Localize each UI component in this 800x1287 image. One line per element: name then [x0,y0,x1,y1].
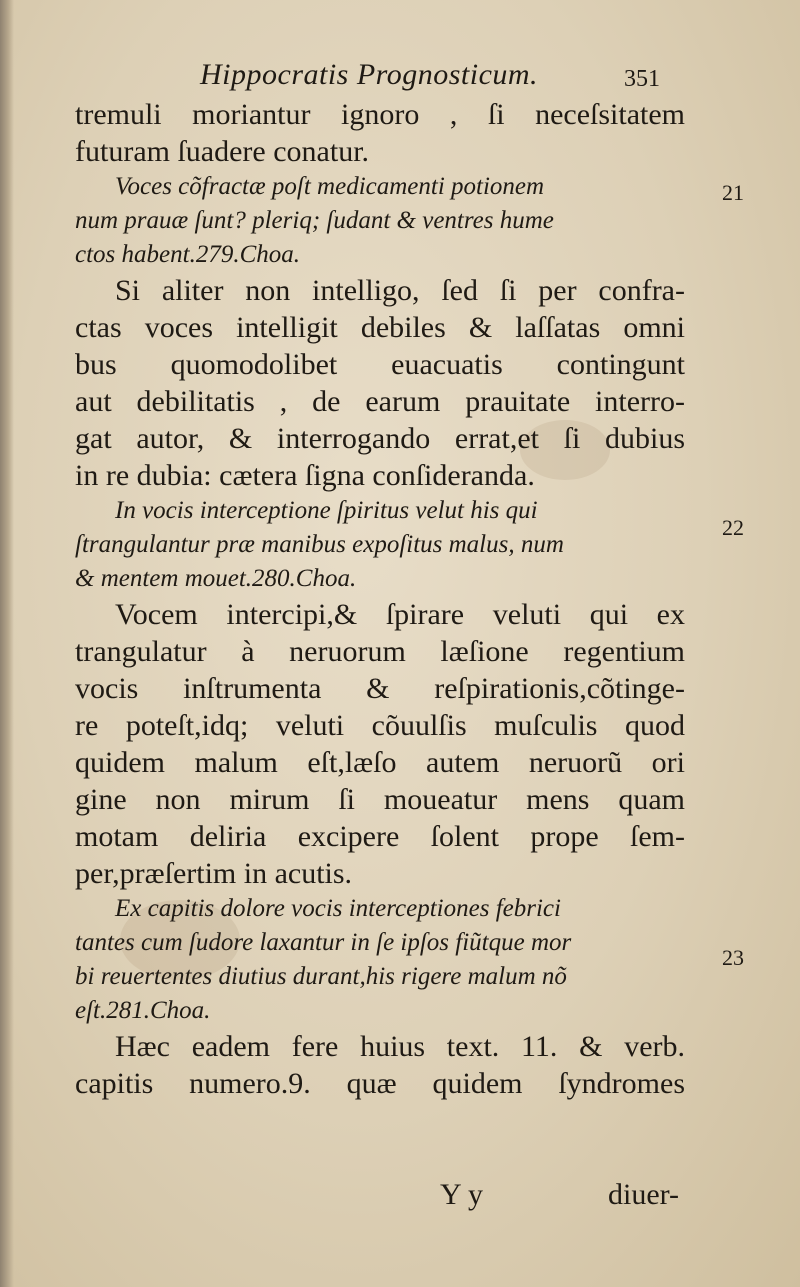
aphorism-line: tantes cum ſudore laxantur in ſe ipſos fiũtque mor [75,929,572,956]
running-title: Hippocratis Prognosticum. [200,58,539,91]
aphorism-line: bi reuertentes diutius durant,his rigere malum nõ [75,963,567,990]
aphorism-line: In vocis interceptione ſpiritus velut his qui [115,497,538,524]
signature-mark: Y y [440,1178,484,1211]
text-line: Vocem intercipi,& ſpirare veluti qui ex [115,598,685,631]
aphorism-line: eſt.281.Choa. [75,997,211,1024]
text-line: futuram ſuadere conatur. [75,135,370,168]
text-line: gat autor, & interrogando errat,et ſi dubius [75,422,685,455]
body-text [75,96,685,1102]
margin-number: 23 [722,945,744,970]
running-header [200,58,700,98]
text-line: quidem malum eſt,læſo autem neruorũ ori [75,746,685,779]
text-line: bus quomodolibet euacuatis contingunt [75,348,685,381]
page-number: 351 [624,66,660,92]
margin-number: 21 [722,180,744,205]
text-line: re poteſt,idq; veluti cõuulſis muſculis quod [75,709,685,742]
aphorism-line: num prauæ ſunt? pleriq; ſudant & ventres hume [75,207,554,234]
aphorism-line: ctos habent.279.Choa. [75,241,300,268]
text-line: aut debilitatis , de earum prauitate interro- [75,385,685,418]
aphorism-line: ſtrangulantur præ manibus expoſitus malus, num [75,531,564,558]
text-line: Si aliter non intelligo, ſed ſi per confra- [115,274,685,307]
text-line: capitis numero.9. quæ quidem ſyndromes [75,1067,685,1100]
text-line: motam deliria excipere ſolent prope ſem- [75,820,685,853]
catchword: diuer- [608,1178,680,1211]
text-line: gine non mirum ſi moueatur mens quam [75,783,685,816]
aphorism-line: Voces cõfractæ poſt medicamenti potionem [115,173,545,200]
aphorism-line: Ex capitis dolore vocis interceptiones febrici [115,895,561,922]
text-line: vocis inſtrumenta & reſpirationis,cõtinge- [75,672,685,705]
text-line: in re dubia: cætera ſigna conſideranda. [75,459,535,492]
margin-number: 22 [722,515,744,540]
text-line: trangulatur à neruorum læſione regentium [75,635,685,668]
page-gutter-shadow [0,0,14,1287]
text-line: per,præſertim in acutis. [75,857,353,890]
text-line: ctas voces intelligit debiles & laſſatas omni [75,311,685,344]
aphorism-line: & mentem mouet.280.Choa. [75,565,357,592]
text-line: tremuli moriantur ignoro , ſi neceſsitatem [75,98,685,131]
text-line: Hæc eadem fere huius text. 11. & verb. [115,1030,685,1063]
